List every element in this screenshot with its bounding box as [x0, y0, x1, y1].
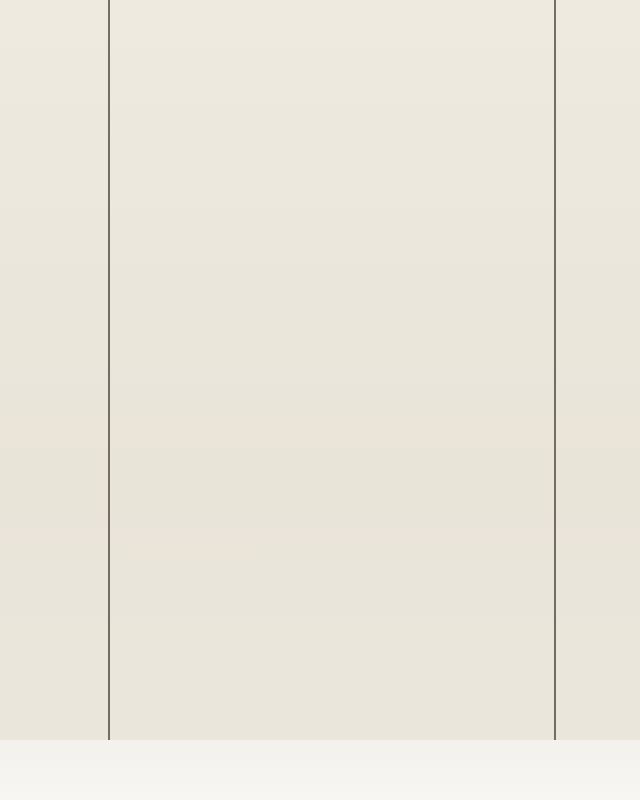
column-rule — [108, 0, 110, 740]
column-rule — [554, 0, 556, 740]
page-margin — [0, 740, 640, 800]
